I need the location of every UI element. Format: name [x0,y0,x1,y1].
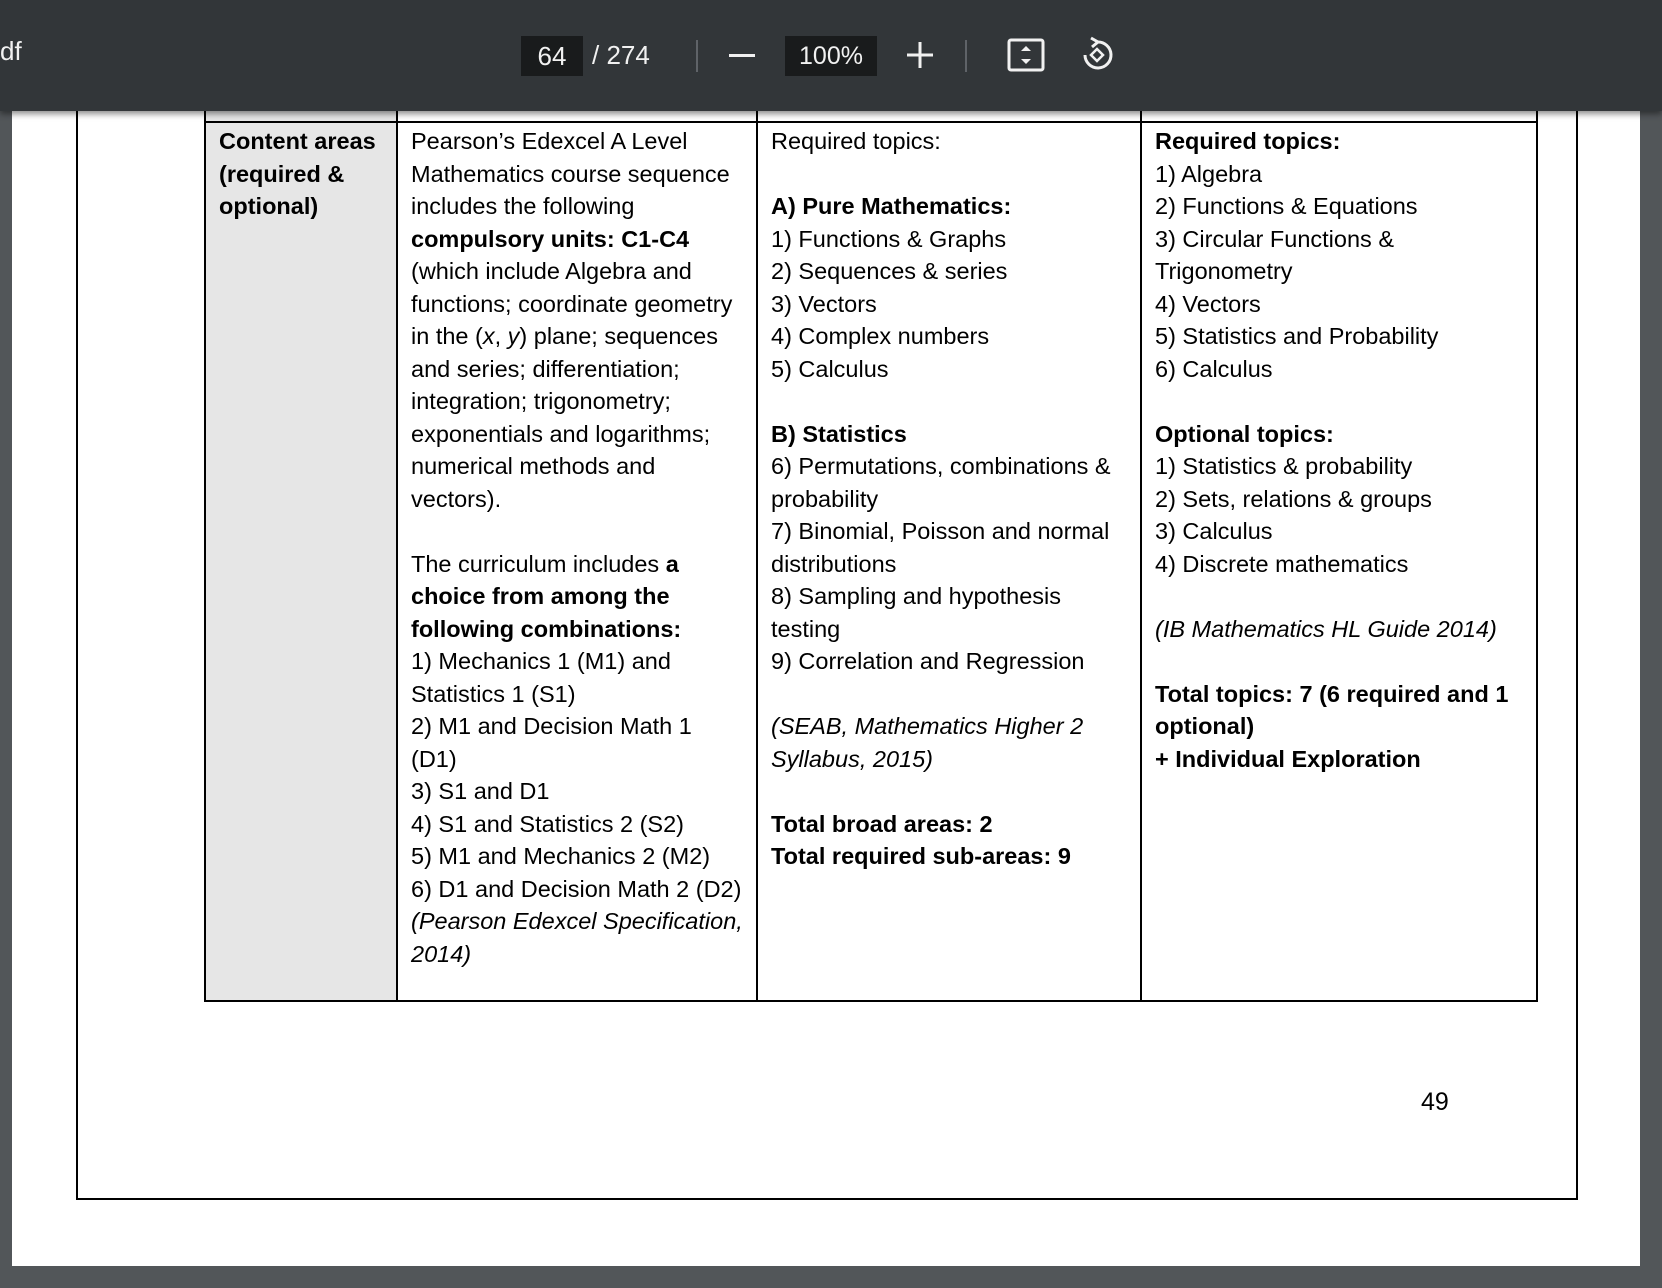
list-item: 2) Functions & Equations [1155,193,1418,219]
list-item: 3) Calculus [1155,518,1273,544]
viewer-background [0,1266,1662,1288]
total-line: Total required sub-areas: 9 [771,843,1071,869]
list-item: 4) Vectors [1155,290,1261,317]
row-header-label: Content areas (required & optional) [219,128,376,219]
page-total: / 274 [592,40,650,70]
page-number: 49 [1421,1088,1449,1116]
ib-cell [1141,122,1537,1001]
plus-icon [906,41,934,69]
pdf-toolbar [0,0,1662,111]
fit-page-icon [1007,38,1045,72]
list-item: 6) Calculus [1155,355,1273,382]
list-item: 9) Correlation and Regression [771,648,1085,674]
pdf-page [12,60,1640,1266]
list-item: 1) Algebra [1155,160,1263,187]
section-heading: Required topics: [1155,128,1341,154]
comparison-table [204,100,1538,1002]
list-item: 3) Circular Functions & Trigonometry [1155,225,1394,284]
edexcel-choice: The curriculum includes a choice from among the following combinations: [411,550,682,642]
fit-to-page-button[interactable] [1004,33,1048,77]
list-item: 2) M1 and Decision Math 1 (D1) [411,713,692,772]
list-item: 4) S1 and Statistics 2 (S2) [411,810,684,837]
toolbar-divider [696,40,698,72]
list-item: 5) Calculus [771,355,889,382]
list-item: 8) Sampling and hypothesis testing [771,583,1062,642]
row-header-cell [205,122,397,1001]
citation: (SEAB, Mathematics Higher 2 Syllabus, 2015) [771,713,1084,772]
edexcel-cell [397,122,757,1001]
citation: (IB Mathematics HL Guide 2014) [1155,615,1497,642]
list-item: 2) Sets, relations & groups [1155,485,1432,512]
section-heading: Required topics: [771,128,941,154]
zoom-in-button[interactable] [900,32,940,78]
toolbar-divider [965,40,967,72]
zoom-out-button[interactable] [722,32,762,78]
list-item: 3) Vectors [771,290,877,317]
list-item: 1) Mechanics 1 (M1) and Statistics 1 (S1) [411,648,671,707]
edexcel-intro: Pearson’s Edexcel A Level Mathematics course sequence includes the following compulsory units: C1-C4 (which include Algebra and functions; coordinate geometry in the (x, y) plane; sequences and series; differentiation; integration; trigonometry; exponentials and logarithms; numerical methods and vectors). [411,128,733,512]
total-line: + Individual Exploration [1155,745,1421,772]
list-item: 6) Permutations, combinations & probability [771,453,1111,512]
document-filename: df [0,36,22,66]
total-line: Total broad areas: 2 [771,810,993,837]
citation: (Pearson Edexcel Specification, 2014) [411,908,743,967]
total-line: Total topics: 7 (6 required and 1 optional) [1155,680,1509,739]
list-item: 7) Binomial, Poisson and normal distributions [771,518,1110,577]
list-item: 1) Statistics & probability [1155,453,1413,479]
minus-icon [729,54,755,57]
list-item: 3) S1 and D1 [411,778,550,804]
section-heading: A) Pure Mathematics: [771,193,1012,219]
seab-cell [757,122,1141,1001]
list-item: 2) Sequences & series [771,258,1008,284]
rotate-counterclockwise-icon [1077,35,1117,75]
list-item: 4) Complex numbers [771,323,990,349]
zoom-level-input[interactable] [785,36,877,76]
rotate-button[interactable] [1075,33,1119,77]
list-item: 4) Discrete mathematics [1155,550,1409,577]
page-number-input[interactable] [521,36,583,76]
table-row [205,122,1537,1001]
section-heading: B) Statistics [771,420,907,447]
list-item: 6) D1 and Decision Math 2 (D2) [411,875,742,902]
section-heading: Optional topics: [1155,420,1334,447]
list-item: 5) Statistics and Probability [1155,323,1439,349]
list-item: 5) M1 and Mechanics 2 (M2) [411,843,711,869]
list-item: 1) Functions & Graphs [771,225,1007,252]
